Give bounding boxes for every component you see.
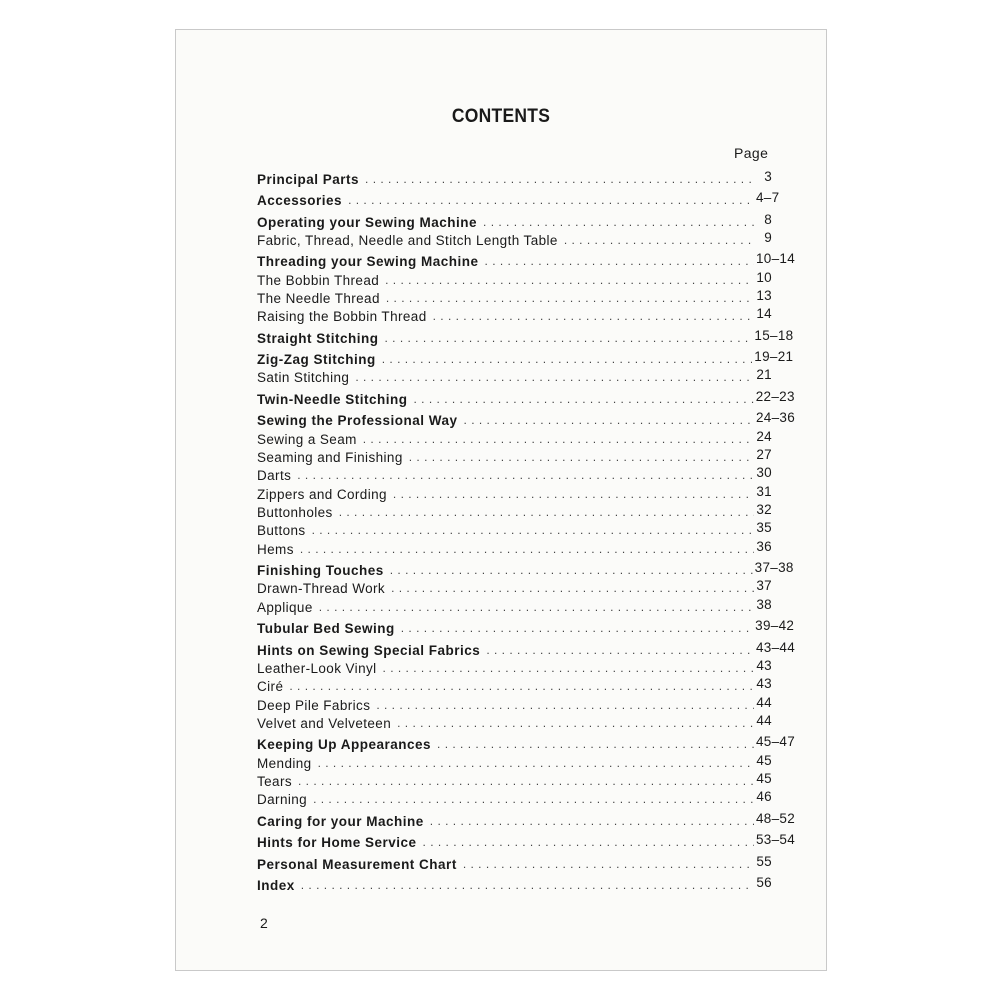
toc-entry-title: Zippers and Cording	[257, 486, 387, 502]
dot-leader	[313, 792, 754, 806]
toc-entry	[257, 829, 796, 851]
toc-entry-page: 8	[764, 211, 772, 227]
toc-entry	[257, 483, 772, 501]
dot-leader	[319, 600, 754, 614]
toc-entry-title: Satin Stitching	[257, 370, 350, 386]
toc-entry	[257, 538, 772, 556]
toc-entry-title: Leather-Look Vinyl	[257, 660, 377, 676]
toc-entry	[257, 752, 772, 770]
toc-entry-page: 45	[756, 752, 772, 768]
toc-entry-title: Hints for Home Service	[257, 835, 417, 851]
toc-entry	[257, 676, 772, 694]
dot-leader	[430, 814, 754, 828]
toc-entry	[257, 208, 772, 230]
toc-entry	[257, 636, 796, 658]
dot-leader	[463, 857, 754, 871]
dot-leader	[390, 563, 753, 577]
toc-entry	[257, 872, 772, 894]
toc-entry-page: 24–36	[756, 410, 796, 426]
toc-entry-page: 43	[756, 657, 772, 673]
toc-entry-page: 48–52	[756, 810, 796, 826]
toc-entry-title: Caring for your Machine	[257, 813, 424, 829]
toc-entry-page: 44	[756, 712, 772, 728]
toc-entry	[257, 578, 772, 596]
toc-entry-title: Accessories	[257, 193, 343, 208]
dot-leader	[386, 291, 754, 305]
toc-entry-title: Raising the Bobbin Thread	[257, 309, 427, 325]
toc-entry-page: 13	[756, 287, 772, 303]
toc-entry-page: 24	[756, 428, 772, 444]
toc-entry-title: Applique	[257, 599, 313, 615]
toc-entry	[257, 694, 772, 712]
toc-entry-title: Personal Measurement Chart	[257, 856, 457, 872]
toc-entry-page: 37	[756, 578, 772, 594]
dot-leader	[298, 774, 754, 788]
toc-entry	[257, 165, 772, 187]
toc-entry-title: The Bobbin Thread	[257, 272, 380, 288]
toc-entry-page: 56	[756, 875, 772, 891]
toc-entry-title: Tears	[257, 773, 293, 789]
toc-entry	[257, 407, 796, 429]
dot-leader	[393, 487, 754, 501]
dot-leader	[312, 523, 754, 537]
toc-entry-page: 36	[756, 538, 772, 554]
toc-entry-page: 15–18	[754, 327, 794, 343]
dot-leader	[464, 413, 754, 427]
dot-leader	[365, 172, 754, 186]
toc-entry-page: 30	[756, 465, 772, 481]
toc-entry-title: Sewing the Professional Way	[257, 413, 458, 429]
toc-entry-title: Finishing Touches	[257, 563, 384, 579]
dot-leader	[414, 392, 754, 406]
toc-entry-page: 45–47	[756, 734, 796, 750]
toc-entry	[257, 288, 772, 306]
toc-entry-page: 4–7	[756, 190, 780, 205]
toc-entry-title: Drawn-Thread Work	[257, 581, 386, 597]
toc-entry-title: Mending	[257, 755, 312, 771]
toc-entry-title: Hems	[257, 541, 294, 557]
dot-leader	[483, 215, 754, 229]
toc-entry	[257, 731, 796, 753]
dot-leader	[385, 331, 753, 345]
toc-entry-title: Sewing a Seam	[257, 431, 357, 447]
toc-entry	[257, 428, 772, 446]
dot-leader	[318, 756, 754, 770]
dot-leader	[401, 621, 753, 635]
toc-entry-title: Buttons	[257, 523, 306, 539]
toc-entry	[257, 465, 772, 483]
dot-leader	[486, 643, 754, 657]
toc-entry	[257, 658, 772, 676]
toc-entry	[257, 520, 772, 538]
toc-entry-page: 55	[756, 853, 772, 869]
toc-entry-page: 35	[756, 520, 772, 536]
toc-entry-title: Darts	[257, 468, 292, 484]
toc-entry-page: 44	[756, 694, 772, 710]
toc-entry	[257, 346, 794, 368]
toc-entry-page: 9	[764, 229, 772, 245]
toc-entry	[257, 187, 780, 209]
dot-leader	[383, 661, 754, 675]
toc-entry-page: 37–38	[754, 560, 794, 576]
toc-entry	[257, 248, 796, 270]
dot-leader	[363, 432, 754, 446]
toc-entry	[257, 615, 795, 637]
toc-entry-title: Tubular Bed Sewing	[257, 621, 395, 637]
dot-leader	[289, 679, 754, 693]
toc-entry-page: 43	[756, 676, 772, 692]
toc-entry-title: Fabric, Thread, Needle and Stitch Length Table	[257, 232, 558, 248]
dot-leader	[385, 273, 754, 287]
dot-leader	[564, 233, 754, 247]
toc-entry-title: Hints on Sewing Special Fabrics	[257, 642, 481, 658]
dot-leader	[397, 716, 754, 730]
toc-entry	[257, 557, 794, 579]
dot-leader	[348, 193, 754, 207]
toc-entry-title: Zig-Zag Stitching	[257, 352, 376, 368]
dot-leader	[485, 254, 754, 268]
table-of-contents	[257, 165, 796, 894]
toc-entry-title: Velvet and Velveteen	[257, 715, 392, 731]
toc-entry	[257, 807, 796, 829]
toc-entry-page: 32	[756, 501, 772, 517]
toc-entry-title: Index	[257, 878, 295, 894]
toc-entry-title: Twin-Needle Stitching	[257, 391, 408, 407]
toc-entry-page: 22–23	[755, 388, 795, 404]
dot-leader	[376, 698, 754, 712]
toc-entry-title: Darning	[257, 792, 308, 808]
toc-entry-page: 3	[764, 168, 772, 184]
toc-entry-title: Buttonholes	[257, 504, 333, 520]
dot-leader	[382, 352, 753, 366]
dot-leader	[437, 737, 754, 751]
toc-entry	[257, 789, 772, 807]
toc-entry-page: 46	[756, 789, 772, 805]
dot-leader	[409, 450, 754, 464]
toc-entry-page: 27	[756, 447, 772, 463]
toc-entry	[257, 324, 794, 346]
toc-entry	[257, 385, 795, 407]
dot-leader	[297, 468, 754, 482]
toc-entry-page: 14	[756, 306, 772, 322]
toc-entry	[257, 269, 772, 287]
toc-entry-title: Operating your Sewing Machine	[257, 214, 478, 230]
manual-page	[175, 29, 827, 971]
toc-entry	[257, 367, 772, 385]
toc-entry-title: Deep Pile Fabrics	[257, 697, 371, 713]
toc-entry	[257, 306, 772, 324]
dot-leader	[423, 835, 754, 849]
toc-entry-page: 10–14	[756, 251, 796, 267]
toc-entry	[257, 771, 772, 789]
toc-entry-page: 43–44	[756, 639, 796, 655]
toc-entry-page: 10	[756, 269, 772, 285]
toc-entry-page: 53–54	[756, 832, 796, 848]
dot-leader	[300, 542, 754, 556]
toc-entry-title: The Needle Thread	[257, 290, 380, 306]
toc-entry-title: Principal Parts	[257, 171, 360, 187]
dot-leader	[433, 309, 754, 323]
toc-entry-page: 38	[756, 596, 772, 612]
toc-entry-page: 21	[756, 367, 772, 383]
toc-entry	[257, 596, 772, 614]
page-column-heading: Page	[734, 145, 769, 161]
page-title: CONTENTS	[451, 106, 551, 127]
toc-entry-page: 45	[756, 770, 772, 786]
dot-leader	[355, 370, 754, 384]
toc-entry-page: 39–42	[755, 618, 795, 634]
toc-entry	[257, 502, 772, 520]
toc-entry-page: 19–21	[754, 349, 794, 365]
toc-entry-page: 31	[756, 483, 772, 499]
page-number: 2	[260, 915, 268, 931]
dot-leader	[301, 878, 754, 892]
toc-entry-title: Ciré	[257, 679, 284, 695]
toc-entry-title: Seaming and Finishing	[257, 450, 403, 466]
toc-entry	[257, 713, 772, 731]
toc-entry-title: Keeping Up Appearances	[257, 737, 432, 753]
toc-entry-title: Straight Stitching	[257, 330, 379, 346]
toc-entry-title: Threading your Sewing Machine	[257, 254, 479, 270]
toc-entry	[257, 447, 772, 465]
dot-leader	[391, 581, 754, 595]
toc-entry	[257, 230, 772, 248]
toc-entry	[257, 850, 772, 872]
dot-leader	[339, 505, 754, 519]
